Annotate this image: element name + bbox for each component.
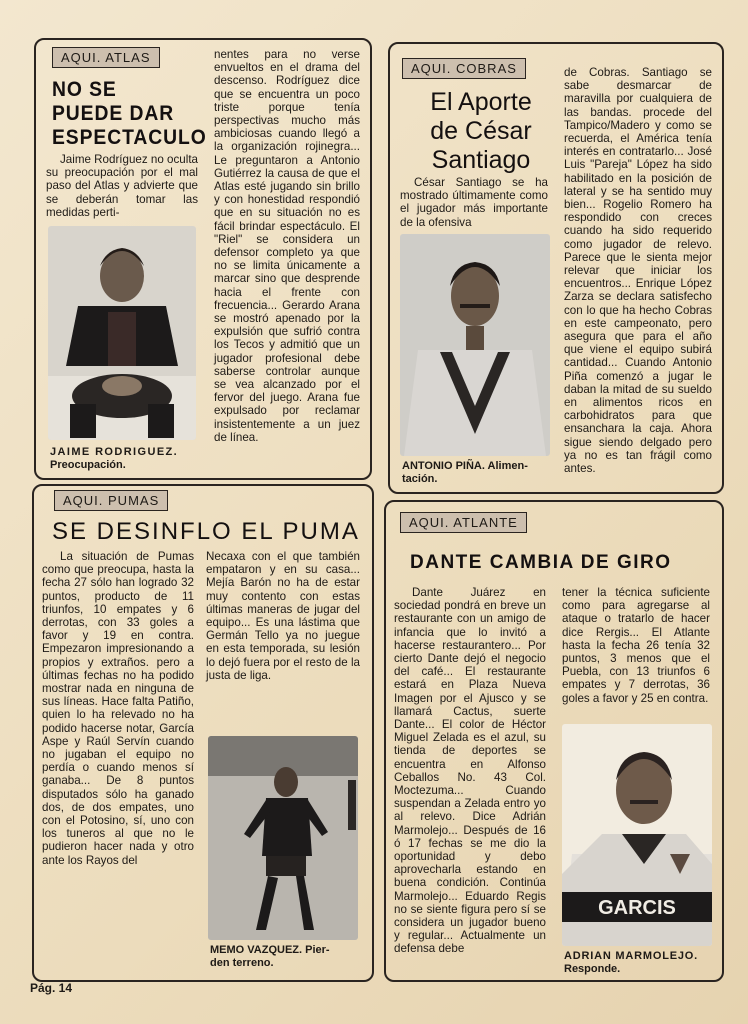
atlante-jersey-sponsor: GARCIS	[598, 897, 676, 919]
cobras-photo	[400, 234, 550, 456]
cobras-section-tag: AQUI. COBRAS	[402, 58, 526, 79]
atlas-headline-line3: ESPECTACULO	[52, 126, 207, 149]
atlas-column-2	[214, 48, 360, 444]
atlas-caption-name: JAIME RODRIGUEZ.	[50, 446, 179, 458]
atlante-section-tag: AQUI. ATLANTE	[400, 512, 527, 533]
pumas-caption-line2: den terreno.	[210, 957, 274, 969]
pumas-column-1	[42, 550, 194, 867]
atlante-caption-name: ADRIAN MARMOLEJO.	[564, 950, 698, 962]
atlante-player-photo	[562, 724, 712, 946]
atlas-caption	[50, 446, 200, 472]
atlas-headline-line2: PUEDE DAR	[52, 102, 175, 125]
atlas-lead-text: Jaime Rodríguez no oculta su preocupación por el mal paso del Atlas y advierte que se deberán tomar las medidas perti-	[46, 153, 198, 219]
cobras-headline-line2: de César	[430, 117, 532, 145]
cobras-caption	[402, 460, 562, 486]
atlante-column-1-text: Dante Juárez en sociedad pondrá en breve un restaurante con un amigo de infancia que lo invitó a hacerse restaurantero... Por cierto Dante dejó el negocio del café... El restaurante estará en Plaza Nueva Imagen por el Ajusco y se llamará Cactus, suerte Dante... El color de Héctor Miguel Zelada es el azul, su tienda de deportes se encuentra en Alfonso Ceballos No. 43 Col. Moctezuma... Cuando suspendan a Zelada entro yo al relevo. Dice Adrián Marmolejo... Después de 16 ó 17 fechas se me dio la oportunidad y debo aprovecharla estando en buena condición. Continúa Marmolejo... Eduardo Regis no se siente figura pero sí se considera un jugador bueno y regular... Actualmente un defensa debe	[394, 586, 546, 956]
cobras-column-2	[564, 66, 712, 475]
cobras-headline	[416, 88, 546, 175]
cobras-column-2-text: de Cobras. Santiago se sabe desmarcar de maravilla por cualquiera de las bandas. procede del Tampico/Madero y como se recuerda, el América tenía interés en contratarlo... José Luis "Pareja" López ha sido habilitado en la posición de lateral y se ha sentido muy bien... Rogelio Romero ha respondido con creces cuando ha sido requerido como jugador de relevo. Parece que le sienta mejor relevar que iniciar los encuentros... Enrique López Zarza se declara satisfecho con lo que ha hecho Cobras en este campeonato, pero asegura que para el año que viene el equipo subirá cantidad... Cuando Antonio Piña comenzó a jugar le daban la mitad de su sueldo en alimentos ricos en carbohidratos para que ensanchara la caja. Ahora sigue siendo delgado pero ya no es tan frágil como antes.	[564, 66, 712, 476]
pumas-caption	[210, 944, 366, 970]
pumas-photo	[208, 736, 358, 940]
atlante-column-2	[562, 586, 710, 705]
atlante-caption	[564, 950, 716, 976]
cobras-article	[388, 42, 724, 494]
cobras-player-photo	[400, 234, 550, 456]
atlas-column-2-text: nentes para no verse envueltos en el drama del descenso. Rodríguez dice que se encuentra un poco triste porque tenía perspectivas mucho más ambiciosas cuando llegó a la organización rojinegra... Le preguntaron a Antonio Gutiérrez la causa de que el Atlas esté jugando sin brillo y con honestidad respondió que en su situación no es fácil brindar espectáculo. El "Riel" se considera un defensor completo ya que no se limita únicamente a marcar sino que desprende hacia el frente con frecuencia... Gerardo Arana se mostró apenado por la expulsión que sufrió contra los Tecos y admitió que un jugador profesional debe saberse controlar aunque se vea alcanzado por el fervor del juego. Arana fue expulsado por reclamar insistentemente a un juez de línea.	[214, 48, 360, 444]
pumas-column-2	[206, 550, 360, 682]
pumas-column-2-text: Necaxa con el que también empataron y en su casa... Mejía Barón no ha de estar muy contento con estas últimas maneras de jugar del equipo... Es una lástima que Germán Tello ya no juegue en esta temporada, su lesión lo dejó fuera por el resto de la justa de liga.	[206, 550, 360, 682]
atlante-column-2-text: tener la técnica suficiente como para agregarse al ataque o tratarlo de hacer dice Rergis... El Atlante hasta la fecha 26 tenía 32 puntos, 3 menos que el Puebla, con 13 triunfos 6 empates y 7 derrotas, 36 goles a favor y 25 en contra.	[562, 586, 710, 705]
atlante-article	[384, 500, 724, 982]
pumas-player-photo	[208, 736, 358, 940]
atlante-photo	[562, 724, 712, 946]
pumas-section-tag: AQUI. PUMAS	[54, 490, 168, 511]
atlas-photo	[48, 226, 196, 440]
atlas-section-tag: AQUI. ATLAS	[52, 47, 160, 68]
pumas-article	[32, 484, 374, 982]
atlas-headline	[52, 78, 207, 150]
pumas-column-1-text: La situación de Pumas como que preocupa, hasta la fecha 27 sólo han logrado 32 puntos, producto de 11 triunfos, 10 empates y 6 derrotas, con 33 goles a favor y 19 en contra. Empezaron impresionando a propios y extraños. pero a últimas fechas no ha podido mostrar nada en ninguna de sus líneas. Hace falta Patiño, quien lo ha relevado no ha podido hacerse notar, García Aspe y Raúl Servín cuando no jugaban el equipo no perdía o cuando menos sí ganaba... De 8 puntos disputados sólo ha ganado dos, de dos empates, uno con el Potosino, sí, uno con los tuneros al que no le pudieron hacer nada y otro ante los Rayos del	[42, 550, 194, 867]
atlas-player-photo	[48, 226, 196, 440]
atlante-headline: DANTE CAMBIA DE GIRO	[410, 552, 672, 573]
cobras-caption-line2: tación.	[402, 473, 438, 485]
atlas-caption-note: Preocupación.	[50, 459, 126, 471]
atlas-article	[34, 38, 372, 480]
pumas-headline: SE DESINFLO EL PUMA	[52, 518, 360, 545]
cobras-headline-line1: El Aporte	[430, 88, 532, 116]
atlante-column-1	[394, 586, 546, 956]
atlas-headline-line1: NO SE	[52, 78, 117, 101]
cobras-lead	[400, 176, 548, 229]
atlas-lead	[46, 153, 198, 219]
page-number: Pág. 14	[30, 981, 73, 995]
pumas-caption-line1: MEMO VAZQUEZ. Pier-	[210, 944, 330, 956]
cobras-headline-line3: Santiago	[431, 146, 531, 174]
cobras-lead-text: César Santiago se ha mostrado últimamente como el jugador más importante de la ofensiva	[400, 176, 548, 229]
cobras-caption-line1: ANTONIO PIÑA. Alimen-	[402, 460, 528, 472]
atlante-caption-note: Responde.	[564, 963, 621, 975]
